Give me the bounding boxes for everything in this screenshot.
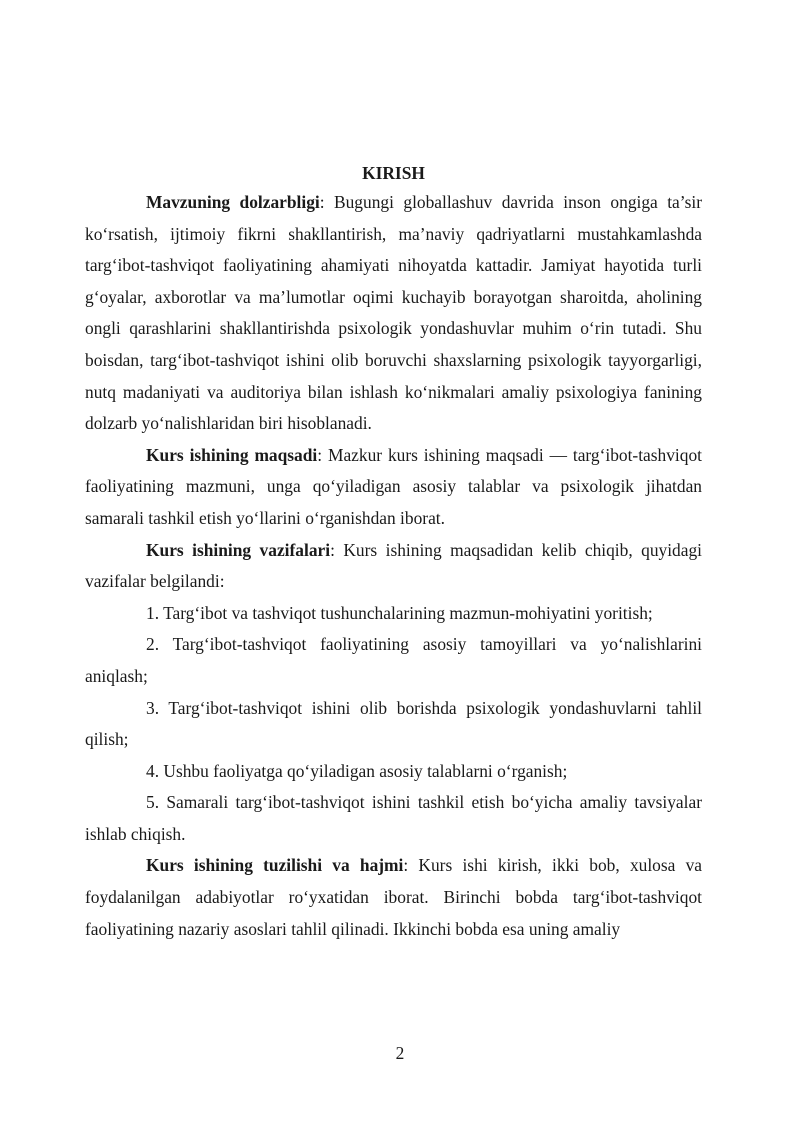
paragraph-text: 3. Targ‘ibot-tashviqot ishini olib borishda psixologik yondashuvlarni tahlil qilish;	[85, 697, 702, 750]
paragraph-text: : Bugungi globallashuv davrida inson ongiga ta’sir ko‘rsatish, ijtimoiy fikrni shakllantirish, ma’naviy qadriyatlarni mustahkamlashda targ‘ibot-tashviqot faoliyatining ahamiyati nihoyatda kattadir. Jamiyat hayotida turli g‘oyalar, axborotlar va ma’lumotlar oqimi kuchayib borayotgan sharoitda, aholining ongli qarashlarini shakllantirishda psixologik yondashuvlar muhim o‘rin tutadi. Shu boisdan, targ‘ibot-tashviqot ishini olib boruvchi shaxslarning psixologik tayyorgarligi, nutq madaniyati va auditoriya bilan ishlash ko‘nikmalari amaliy psixologiya fanining dolzarb yo‘nalishlaridan biri hisoblanadi.	[85, 192, 702, 434]
paragraph-lead: Kurs ishining vazifalari	[146, 539, 331, 560]
list-item-task-4	[85, 756, 702, 788]
paragraph-lead: Kurs ishining tuzilishi va hajmi	[146, 855, 404, 876]
list-item-task-3	[85, 693, 702, 756]
paragraph-structure	[85, 850, 702, 945]
paragraph-goal	[85, 440, 702, 535]
paragraph-text: 1. Targ‘ibot va tashviqot tushunchalarining mazmun-mohiyatini yoritish;	[146, 602, 653, 623]
document-page	[85, 160, 702, 945]
page-number: 2	[395, 1043, 405, 1063]
paragraph-lead: Kurs ishining maqsadi	[146, 444, 318, 465]
paragraph-lead: Mavzuning dolzarbligi	[146, 192, 320, 212]
paragraph-text: : Mazkur kurs ishining maqsadi — targ‘ibot-tashviqot faoliyatining mazmuni, unga qo‘yiladigan asosiy talablar va psixologik jihatdan samarali tashkil etish yo‘llarini o‘rganishdan iborat.	[85, 444, 702, 528]
section-title: KIRISH	[362, 163, 425, 183]
list-item-task-2	[85, 629, 702, 692]
list-item-task-1	[85, 598, 702, 630]
paragraph-relevance	[85, 187, 702, 440]
paragraph-text: : Kurs ishining maqsadidan kelib chiqib, quyidagi vazifalar belgilandi:	[85, 539, 702, 592]
paragraph-text: 2. Targ‘ibot-tashviqot faoliyatining asosiy tamoyillari va yo‘nalishlarini aniqlash;	[85, 634, 702, 686]
paragraph-text: 5. Samarali targ‘ibot-tashviqot ishini tashkil etish bo‘yicha amaliy tavsiyalar ishlab chiqish.	[85, 792, 702, 844]
paragraph-text: 4. Ushbu faoliyatga qo‘yiladigan asosiy talablarni o‘rganish;	[146, 760, 568, 781]
paragraph-tasks	[85, 535, 702, 598]
paragraph-text: : Kurs ishi kirish, ikki bob, xulosa va foydalanilgan adabiyotlar ro‘yxatidan iborat. Birinchi bobda targ‘ibot-tashviqot faoliyatining nazariy asoslari tahlil qilinadi. Ikkinchi bobda esa uning amaliy	[85, 855, 702, 939]
list-item-task-5	[85, 787, 702, 850]
